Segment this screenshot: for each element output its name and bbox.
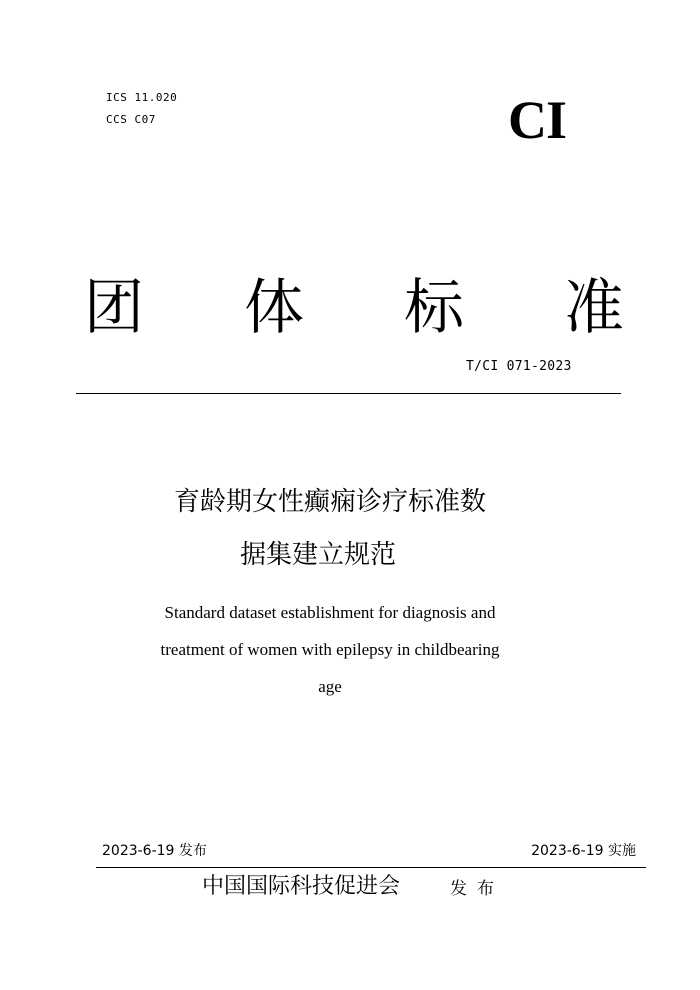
chinese-title-line-2: 据集建立规范 bbox=[240, 540, 397, 570]
ci-logo: CI bbox=[508, 90, 567, 150]
top-divider bbox=[76, 393, 621, 394]
title-char: 团 bbox=[84, 273, 144, 343]
bottom-divider bbox=[96, 867, 646, 868]
title-char: 标 bbox=[404, 273, 464, 343]
issue-date: 2023-6-19 发布 bbox=[102, 843, 207, 859]
implementation-date: 2023-6-19 实施 bbox=[531, 843, 636, 859]
publisher-name: 中国国际科技促进会 bbox=[202, 874, 401, 899]
ccs-code: CCS C07 bbox=[106, 113, 156, 126]
english-title-line-2: treatment of women with epilepsy in childbearing bbox=[160, 640, 500, 659]
standard-category-title bbox=[84, 268, 624, 348]
english-title-line-3: age bbox=[318, 677, 342, 696]
publish-label: 发布 bbox=[450, 879, 504, 899]
chinese-title-line-1: 育龄期女性癫痫诊疗标准数 bbox=[173, 487, 486, 517]
ics-code: ICS 11.020 bbox=[106, 91, 178, 104]
title-char: 体 bbox=[244, 273, 304, 343]
english-title-line-1: Standard dataset establishment for diagnosis and bbox=[164, 603, 496, 622]
standard-number: T/CI 071-2023 bbox=[466, 359, 572, 374]
title-char: 准 bbox=[564, 273, 624, 343]
